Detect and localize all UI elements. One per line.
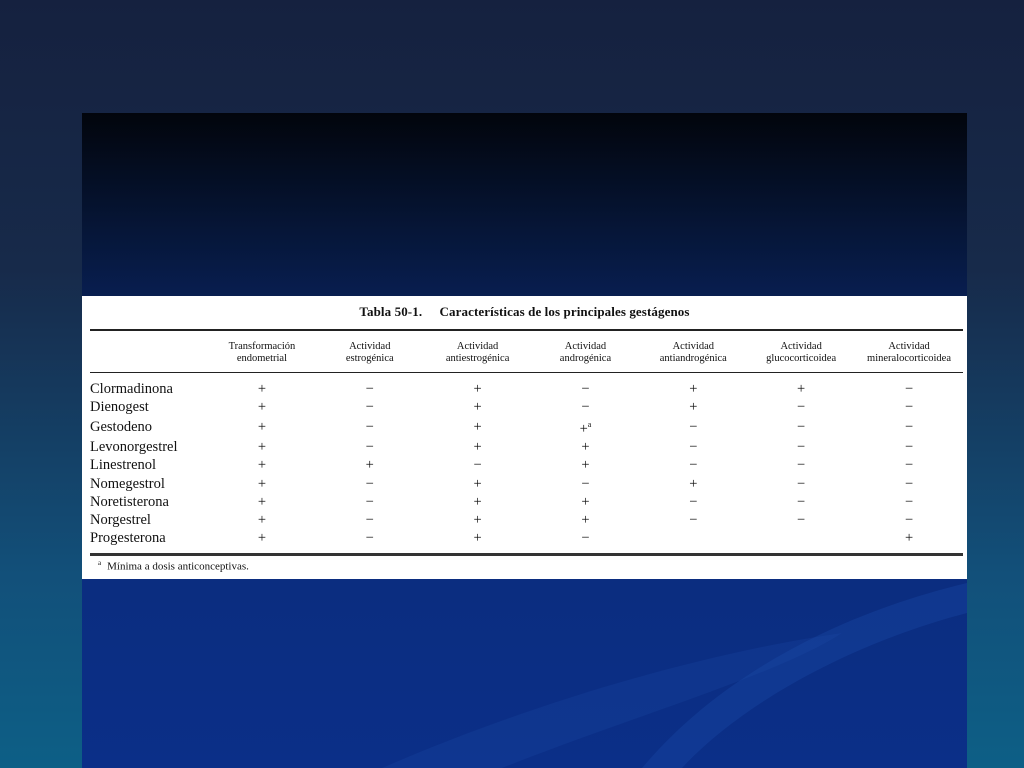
activity-cell <box>532 456 640 474</box>
activity-cell <box>639 398 747 416</box>
activity-cell <box>639 511 747 529</box>
activity-value: + <box>257 530 267 547</box>
column-header-line: mineralocorticoidea <box>867 353 952 364</box>
activity-value: + <box>689 475 698 492</box>
activity-cell <box>855 416 963 438</box>
activity-cell <box>208 416 316 438</box>
activity-cell <box>855 456 963 474</box>
activity-cell <box>316 438 424 456</box>
column-header-line: Actividad <box>456 341 499 352</box>
activity-cell <box>532 380 640 398</box>
top-rule <box>90 329 963 331</box>
activity-value: + <box>473 512 482 529</box>
table-row <box>88 493 963 511</box>
activity-cell <box>208 475 316 493</box>
table-figure <box>82 296 967 579</box>
activity-cell <box>855 475 963 493</box>
activity-cell <box>424 493 532 511</box>
column-header-line: endometrial <box>236 353 287 364</box>
column-header-line: glucocorticoidea <box>766 353 837 364</box>
activity-cell <box>208 398 316 416</box>
activity-value: − <box>365 475 374 492</box>
activity-cell <box>747 438 855 456</box>
activity-cell <box>747 493 855 511</box>
activity-cell <box>316 398 424 416</box>
activity-cell <box>316 456 424 474</box>
table-row <box>88 529 963 547</box>
column-header-line: Actividad <box>349 341 391 352</box>
activity-value: + <box>473 530 482 547</box>
activity-value: − <box>904 493 914 510</box>
activity-cell <box>639 380 747 398</box>
activity-cell <box>208 456 316 474</box>
activity-cell <box>855 380 963 398</box>
activity-cell <box>747 475 855 493</box>
activity-value: + <box>473 493 482 510</box>
activity-cell <box>424 416 532 438</box>
activity-value: − <box>904 399 914 416</box>
column-header <box>855 334 963 372</box>
column-header-line: Actividad <box>780 341 822 352</box>
table-row <box>88 416 963 438</box>
activity-cell <box>316 380 424 398</box>
activity-cell <box>424 438 532 456</box>
activity-cell <box>316 475 424 493</box>
activity-cell <box>532 511 640 529</box>
activity-value: − <box>797 399 806 416</box>
activity-value: + <box>473 381 482 398</box>
activity-cell <box>855 529 963 547</box>
activity-value: − <box>797 439 806 456</box>
activity-value: − <box>581 399 590 416</box>
activity-value: + <box>257 475 267 492</box>
activity-cell <box>532 493 640 511</box>
activity-cell <box>424 456 532 474</box>
activity-value: + <box>904 530 914 547</box>
footnote-text: Mínima a dosis anticonceptivas. <box>107 560 249 573</box>
activity-cell <box>855 493 963 511</box>
activity-value: − <box>797 512 806 529</box>
activity-value: − <box>365 512 374 529</box>
drug-name: Nomegestrol <box>90 475 165 492</box>
activity-value: − <box>365 381 374 398</box>
column-header-line: Actividad <box>672 341 714 352</box>
activity-cell <box>316 493 424 511</box>
activity-value: + <box>689 399 698 416</box>
activity-cell <box>855 398 963 416</box>
activity-cell <box>639 416 747 438</box>
activity-cell <box>208 380 316 398</box>
activity-value: − <box>904 381 914 398</box>
activity-cell <box>424 511 532 529</box>
table-number: Tabla 50-1. <box>359 304 423 319</box>
activity-value: + <box>257 399 267 416</box>
activity-cell <box>208 438 316 456</box>
column-header-line: antiandrogénica <box>659 353 727 364</box>
activity-cell <box>316 529 424 547</box>
column-header-line: Transformación <box>228 341 296 352</box>
footnote <box>98 559 249 573</box>
drug-name: Levonorgestrel <box>90 439 178 456</box>
activity-cell <box>639 475 747 493</box>
activity-value: − <box>689 439 698 456</box>
activity-value: + <box>797 381 806 398</box>
drug-name: Gestodeno <box>90 419 153 436</box>
activity-value: − <box>365 530 374 547</box>
drug-name: Clormadinona <box>90 381 173 398</box>
activity-value: − <box>581 475 590 492</box>
activity-cell <box>316 511 424 529</box>
column-header-line: androgénica <box>559 353 612 364</box>
table-row <box>88 511 963 529</box>
activity-cell <box>532 438 640 456</box>
activity-value: − <box>689 512 698 529</box>
activity-cell <box>639 438 747 456</box>
activity-cell <box>316 416 424 438</box>
activity-cell <box>747 529 855 547</box>
activity-value: − <box>797 493 806 510</box>
header-row <box>88 334 963 372</box>
drug-name: Norgestrel <box>90 512 151 529</box>
activity-value: − <box>904 457 914 474</box>
activity-value: + <box>473 399 482 416</box>
activity-value: − <box>904 475 914 492</box>
activity-value: + <box>473 439 482 456</box>
drug-name: Dienogest <box>90 399 149 416</box>
slide-panel <box>82 113 967 768</box>
activity-value: + <box>581 439 590 456</box>
activity-cell <box>424 475 532 493</box>
activity-value: − <box>797 457 806 474</box>
activity-cell <box>424 529 532 547</box>
activity-cell <box>532 475 640 493</box>
activity-value: + <box>365 457 374 474</box>
table-title <box>82 304 967 320</box>
column-header-line: Actividad <box>564 341 607 352</box>
column-header <box>424 334 532 372</box>
activity-value: + <box>473 475 482 492</box>
column-header <box>316 334 424 372</box>
activity-value: − <box>904 512 914 529</box>
activity-value: + <box>473 419 482 436</box>
column-header <box>208 334 316 372</box>
activity-value: − <box>581 530 590 547</box>
activity-value: − <box>365 419 374 436</box>
activity-value: + <box>581 457 590 474</box>
table-row <box>88 475 963 493</box>
activity-cell <box>208 529 316 547</box>
activity-value: − <box>797 419 806 436</box>
activity-cell <box>424 380 532 398</box>
footnote-marker: a <box>587 420 592 430</box>
table-row <box>88 456 963 474</box>
activity-value: − <box>689 419 698 436</box>
activity-cell <box>532 529 640 547</box>
activity-cell <box>747 456 855 474</box>
activity-cell <box>747 511 855 529</box>
activity-value: − <box>689 457 698 474</box>
activity-value: − <box>797 475 806 492</box>
activity-cell <box>639 529 747 547</box>
activity-value: − <box>365 439 374 456</box>
drug-name: Progesterona <box>90 530 166 547</box>
activity-value: + <box>579 421 588 438</box>
activity-value: − <box>365 399 374 416</box>
drug-name: Linestrenol <box>90 457 157 474</box>
column-header <box>532 334 640 372</box>
column-header-line: Actividad <box>888 341 930 352</box>
table-title-text: Características de los principales gestágenos <box>439 304 690 319</box>
table-body <box>88 380 963 547</box>
activity-cell <box>747 416 855 438</box>
activity-value: − <box>904 419 914 436</box>
bottom-rule <box>90 553 963 556</box>
drug-name: Noretisterona <box>90 493 169 510</box>
activity-value: + <box>257 493 267 510</box>
table-row <box>88 380 963 398</box>
activity-value: − <box>365 493 374 510</box>
activity-value: + <box>257 381 267 398</box>
activity-cell <box>208 511 316 529</box>
activity-cell <box>639 456 747 474</box>
column-header-line: estrogénica <box>345 353 394 364</box>
column-header <box>747 334 855 372</box>
column-header <box>639 334 747 372</box>
activity-cell <box>639 493 747 511</box>
activity-value: + <box>257 457 267 474</box>
activity-cell <box>424 398 532 416</box>
column-header-line: antiestrogénica <box>445 353 510 364</box>
activity-cell <box>855 438 963 456</box>
gestagen-table <box>88 334 963 547</box>
activity-cell <box>532 398 640 416</box>
activity-value: + <box>581 512 590 529</box>
activity-value: − <box>473 457 482 474</box>
activity-value: − <box>904 439 914 456</box>
activity-value: − <box>689 493 698 510</box>
activity-value: + <box>257 419 267 436</box>
activity-value: + <box>257 512 267 529</box>
activity-cell <box>532 416 640 438</box>
footnote-mark: a <box>98 559 102 567</box>
activity-cell <box>747 398 855 416</box>
table-row <box>88 398 963 416</box>
activity-value: + <box>581 493 590 510</box>
activity-cell <box>855 511 963 529</box>
activity-cell <box>747 380 855 398</box>
activity-value: + <box>689 381 698 398</box>
activity-value: + <box>257 439 267 456</box>
table-row <box>88 438 963 456</box>
activity-cell <box>208 493 316 511</box>
header-corner <box>88 334 208 372</box>
activity-value: − <box>581 381 590 398</box>
